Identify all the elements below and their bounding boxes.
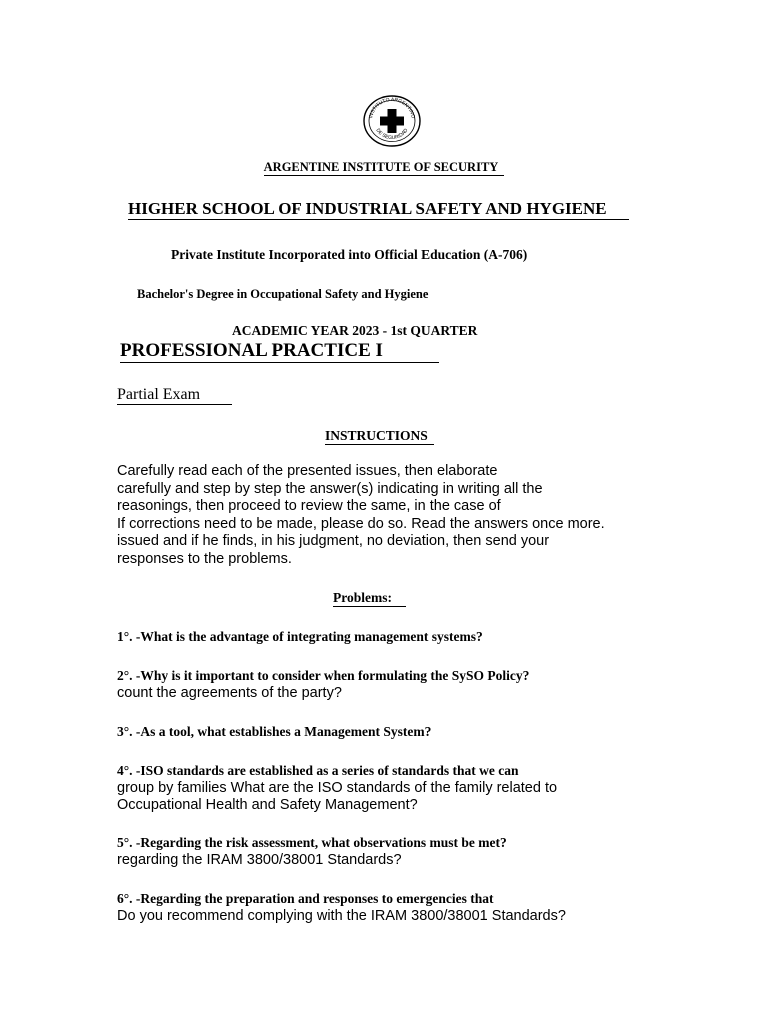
svg-text:INSTITUTO ARGENTINO: INSTITUTO ARGENTINO [368, 96, 416, 119]
instructions-line: carefully and step by step the answer(s) indicating in writing all the [117, 480, 543, 497]
academic-year: ACADEMIC YEAR 2023 - 1st QUARTER [232, 323, 478, 338]
svg-text:DE SEGURIDAD: DE SEGURIDAD [374, 127, 410, 142]
instructions-line: issued and if he finds, in his judgment, no deviation, then send your [117, 533, 550, 549]
problem-question: 4°. -ISO standards are established as a series of standards that we can [117, 763, 519, 778]
school-name: HIGHER SCHOOL OF INDUSTRIAL SAFETY AND HYGIENE [128, 199, 629, 220]
problem-5 [117, 834, 507, 869]
incorporation-line: Private Institute Incorporated into Official Education (A-706) [171, 247, 528, 262]
course-title: PROFESSIONAL PRACTICE I [120, 340, 439, 363]
exam-type: Partial Exam [117, 386, 232, 405]
problem-6 [117, 890, 566, 925]
instructions-line: Carefully read each of the presented issues, then elaborate [117, 463, 498, 479]
problem-3 [117, 723, 431, 741]
institute-name: ARGENTINE INSTITUTE OF SECURITY [0, 160, 768, 176]
problem-4 [117, 762, 557, 815]
institute-seal-logo [362, 94, 422, 148]
problem-question: 2°. -Why is it important to consider when formulating the SySO Policy? [117, 668, 530, 683]
problem-question: 3°. -As a tool, what establishes a Management System? [117, 724, 432, 739]
problem-2 [117, 667, 529, 702]
problem-question: 5°. -Regarding the risk assessment, what observations must be met? [117, 835, 507, 850]
problem-continuation: regarding the IRAM 3800/38001 Standards? [117, 851, 402, 868]
instructions-heading: INSTRUCTIONS [325, 428, 434, 445]
problem-question: 1°. -What is the advantage of integrating management systems? [117, 629, 483, 644]
instructions-paragraph [117, 463, 605, 568]
instructions-line: responses to the problems. [117, 550, 292, 567]
problem-1 [117, 628, 483, 646]
degree-line: Bachelor's Degree in Occupational Safety and Hygiene [137, 287, 429, 301]
instructions-line: reasonings, then proceed to review the same, in the case of [117, 498, 501, 514]
problem-continuation: Occupational Health and Safety Management? [117, 797, 418, 813]
problem-question: 6°. -Regarding the preparation and responses to emergencies that [117, 891, 494, 906]
problems-heading: Problems: [333, 590, 406, 607]
problem-continuation: group by families What are the ISO standards of the family related to [117, 779, 558, 796]
instructions-line: If corrections need to be made, please do so. Read the answers once more. [117, 515, 605, 532]
problem-continuation: Do you recommend complying with the IRAM 3800/38001 Standards? [117, 907, 566, 924]
cross-icon [380, 109, 404, 133]
problem-continuation: count the agreements of the party? [117, 684, 342, 701]
